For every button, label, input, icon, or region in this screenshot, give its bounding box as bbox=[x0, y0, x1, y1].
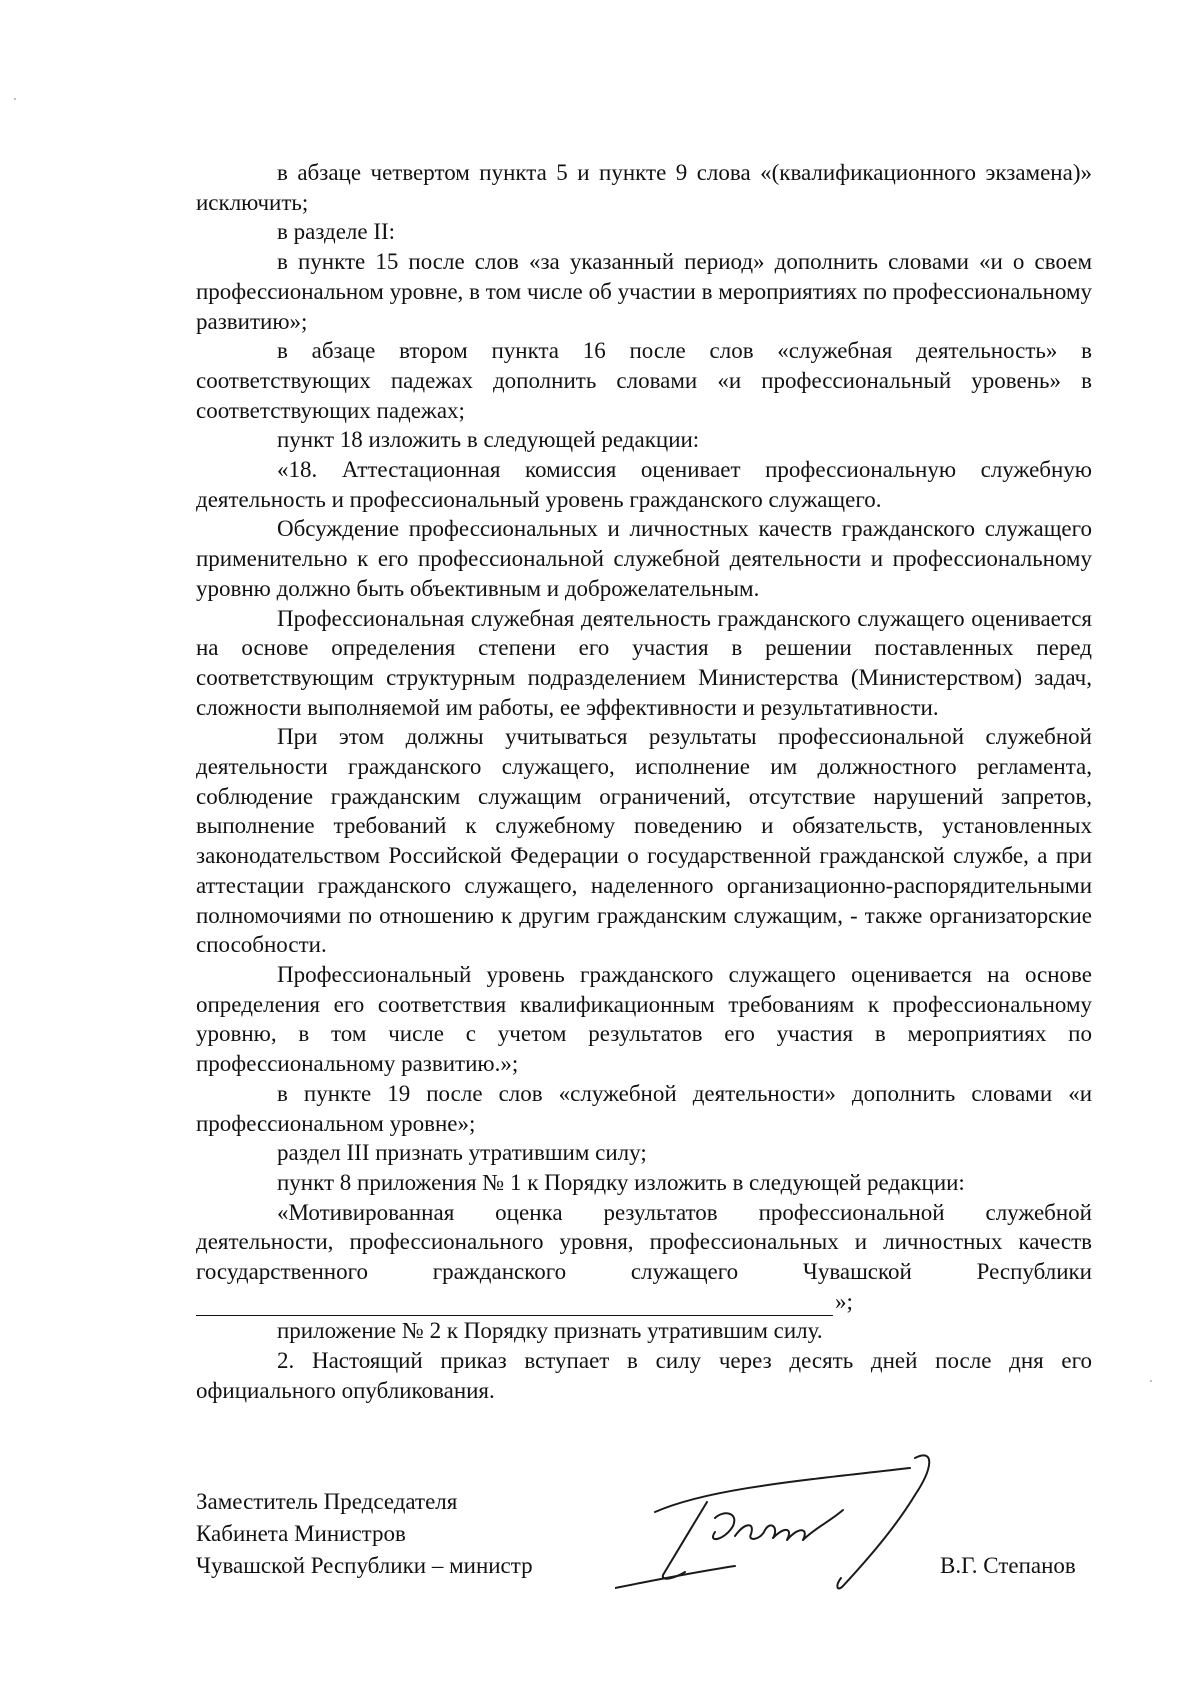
signature-stroke bbox=[663, 1502, 707, 1579]
signature-stroke bbox=[735, 1525, 805, 1540]
signatory-name: В.Г. Степанов bbox=[940, 1553, 1076, 1578]
signature-stroke bbox=[655, 1468, 910, 1512]
paragraph: 2. Настоящий приказ вступает в силу через десять дней после дня его официального опубликования. bbox=[196, 1348, 1092, 1403]
paragraph: в разделе II: bbox=[277, 219, 396, 245]
paragraph: Профессиональная служебная деятельность гражданского служащего оценивается на основе определения степени его участия в решении поставленных перед соответствующим структурным подразделением Министерства (Министерством) задач, сложности выполняемой им работы, ее эффективности и результативности. bbox=[196, 605, 1092, 720]
handwritten-signature bbox=[615, 1440, 1005, 1610]
position-line: Чувашской Республики – министр bbox=[196, 1553, 533, 1578]
paragraph: «Мотивированная оценка результатов профессиональной служебной деятельности, профессионального уровня, профессиональных и личностных качеств государственного гражданского служащего Чувашской Республики bbox=[196, 1199, 1092, 1285]
paragraph: «18. Аттестационная комиссия оценивает профессиональную служебную деятельность и профессиональный уровень гражданского служащего. bbox=[196, 457, 1092, 512]
paragraph: Профессиональный уровень гражданского служащего оценивается на основе определения его соответствия квалификационным требованиям к профессиональному уровню, в том числе с учетом результатов его участия в мероприятиях по профессиональному развитию.»; bbox=[196, 961, 1092, 1077]
paragraph: При этом должны учитываться результаты профессиональной служебной деятельности гражданского служащего, исполнение им должностного регламента, соблюдение гражданским служащим ограничений, отсутствие нарушений запретов, выполнение требований к служебному поведению и обязательств, установленных законодательством Российской Федерации о государственной гражданской службе, а при аттестации гражданского служащего, наделенного организационно-распорядительными полномочиями по отношению к другим гражданским служащим, - также организаторские способности. bbox=[196, 724, 1092, 958]
paragraph: приложение № 2 к Порядку признать утратившим силу. bbox=[277, 1318, 823, 1344]
paragraph: пункт 18 изложить в следующей редакции: bbox=[277, 427, 700, 453]
paragraph: раздел III признать утратившим силу; bbox=[277, 1140, 647, 1166]
signature-stroke bbox=[615, 1566, 735, 1588]
scan-speck bbox=[1150, 1380, 1152, 1382]
paragraph: в пункте 19 после слов «служебной деятельности» дополнить словами «и профессиональном уровне»; bbox=[196, 1080, 1092, 1136]
signature-stroke bbox=[803, 1510, 843, 1540]
fill-in-blank-line bbox=[196, 1287, 1092, 1317]
paragraph: Обсуждение профессиональных и личностных качеств гражданского служащего применительно к его профессиональной служебной деятельности и профессиональному уровню должно быть объективным и доброжелательным. bbox=[196, 516, 1092, 601]
signature-stroke bbox=[713, 1513, 734, 1539]
signatory-position bbox=[196, 1486, 533, 1582]
document-body bbox=[196, 158, 1092, 1406]
paragraph: пункт 8 приложения № 1 к Порядку изложить в следующей редакции: bbox=[277, 1169, 965, 1195]
scan-speck bbox=[14, 98, 16, 100]
blank-line-closing: »; bbox=[835, 1288, 853, 1314]
paragraph: в абзаце четвертом пункта 5 и пункте 9 слова «(квалификационного экзамена)» исключить; bbox=[196, 160, 1092, 215]
blank-rule bbox=[196, 1293, 833, 1316]
position-line: Кабинета Министров bbox=[196, 1521, 406, 1546]
position-line: Заместитель Председателя bbox=[196, 1489, 458, 1514]
paragraph: в абзаце втором пункта 16 после слов «служебная деятельность» в соответствующих падежах дополнить словами «и профессиональный уровень» в соответствующих падежах; bbox=[196, 338, 1092, 423]
paragraph: в пункте 15 после слов «за указанный период» дополнить словами «и о своем профессиональном уровне, в том числе об участии в мероприятиях по профессиональному развитию»; bbox=[196, 249, 1092, 334]
